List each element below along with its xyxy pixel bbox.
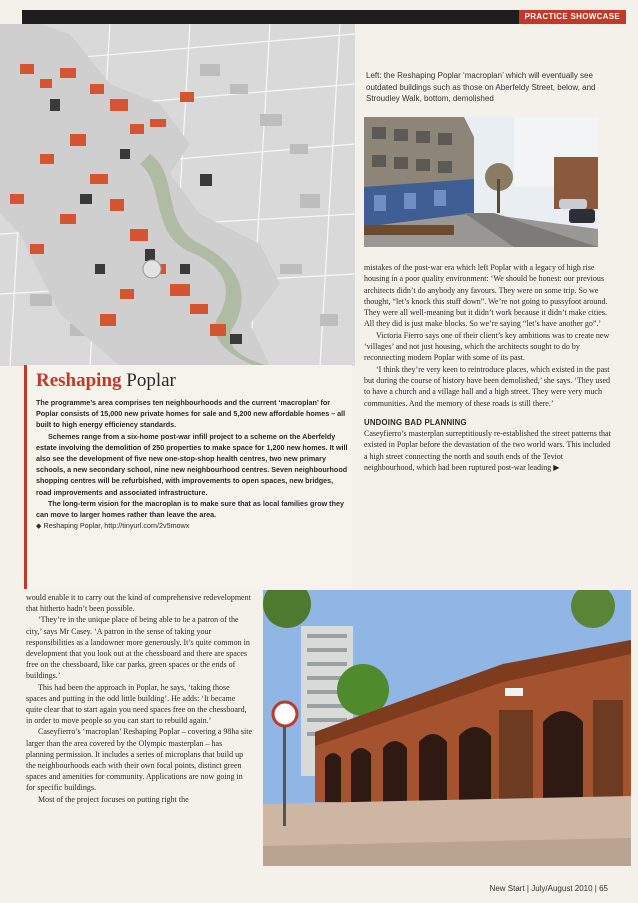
- photo-caption: Left: the Reshaping Poplar ‘macroplan’ which will eventually see outdated buildings such as those on Aberfeldy Street, below, and Stroudley Walk, bottom, demolished: [366, 71, 596, 103]
- sidebar-para-3: The long-term vision for the macroplan is to make sure that as local families grow they can move to larger homes rather than leave the area.: [36, 498, 344, 520]
- right-para-3: ‘I think they’re very keen to reintroduce places, which existed in the past but during the course of history have been demolished,’ she says. ‘They used to have a church and a village hall and a high street. They were very much communities. And the memory of these roads is still there.’: [364, 364, 611, 408]
- left-para-3: This had been the approach in Poplar, he says, ‘taking those spaces and putting in the odd little building’. He adds: ‘It became quite clear that to start again you need spaces free on the chessboard, in order to move people so you can start to rebuild again.’: [26, 682, 247, 726]
- sidebar-para-1: The programme’s area comprises ten neighbourhoods and the current ‘macroplan’ for Poplar consists of 15,000 new private homes for sale and 5,200 new affordable homes – all built to high energy efficiency standards.: [36, 398, 346, 430]
- aberfeldy-street-photo: [364, 117, 598, 247]
- right-para-4: [364, 428, 612, 473]
- sidebar-title: [36, 370, 176, 392]
- sidebar-accent-rule: [24, 365, 27, 589]
- sidebar-title-rest: Poplar: [126, 370, 176, 391]
- right-para-4-text: Caseyfierro’s masterplan surreptitiously re-established the street patterns that existed in Poplar before the devastation of the two world wars. This included a high street connecting the north and south ends of the Teviot neighbourhood, which had been ruptured post-war leading: [364, 429, 611, 473]
- article-right-column: [364, 262, 612, 473]
- section-label: PRACTICE SHOWCASE: [519, 10, 626, 24]
- continue-arrow-icon: ▶: [553, 463, 560, 473]
- sidebar-para-2: Schemes range from a six-home post-war infill project to a scheme on the Aberfeldy estate involving the demolition of 250 properties to make space for 1,200 new homes. It will also see the development of five new one-stop-shop health centres, two new primary schools, a new secondary school, nine new neighbourhood centres. Seven neighbourhood shopping centres will be refurbished, with improvements to open spaces, new bridges, road improvements and associated infrastructure.: [36, 431, 348, 497]
- sidebar-body: [36, 397, 348, 531]
- sidebar-link[interactable]: ◆ Reshaping Poplar, http://tinyurl.com/2v5mowx: [36, 521, 190, 531]
- right-para-2: Victoria Fierro says one of their client’s key ambitions was to create new ‘villages’ and not just housing, which the architects sought to do by reconnecting modern Poplar with some of its past.: [364, 330, 610, 363]
- left-para-4: Caseyfierro’s ‘macroplan’ Reshaping Poplar – covering a 98ha site larger than the area covered by the Olympic masterplan – has planning permission. It includes a series of microplans that build up the neighbourhoods each with their own focal points, distinct green spaces and amenities for community. Applications are now going in for specific buildings.: [26, 727, 253, 793]
- page-footer: New Start | July/August 2010 | 65: [489, 884, 608, 893]
- subheading: UNDOING BAD PLANNING: [364, 417, 467, 427]
- right-para-1: mistakes of the post-war era which left Poplar with a legacy of high rise housing in a poor quality environment: ‘We should be honest: our previous architects didn’t do anybody any favours. They were on some trip. So we thought, “let’s knock this stuff down”. We’re not going to pussyfoot around. They were all well-meaning but it didn’t work because it didn’t make cities. All they did is just make blocks. So we’re saying “let’s have another go”.’: [364, 263, 608, 329]
- left-para-2: ‘They’re in the unique place of being able to be a patron of the city,’ says Mr Casey. ‘A patron in the sense of taking your responsibilities as a landowner more generously. It’s quite common in development that you look out at the chessboard and there are spaces free on the chessboard, like car parks, green spaces or the ends of buildings.’: [26, 615, 250, 681]
- stroudley-walk-photo: [263, 590, 631, 866]
- article-left-column: [26, 592, 252, 805]
- left-para-1: would enable it to carry out the kind of comprehensive redevelopment that hitherto hadn’t been possible.: [26, 593, 251, 614]
- sidebar-title-red: Reshaping: [36, 370, 122, 391]
- left-para-5: Most of the project focuses on putting right the: [38, 794, 189, 804]
- macroplan-image: [0, 24, 355, 366]
